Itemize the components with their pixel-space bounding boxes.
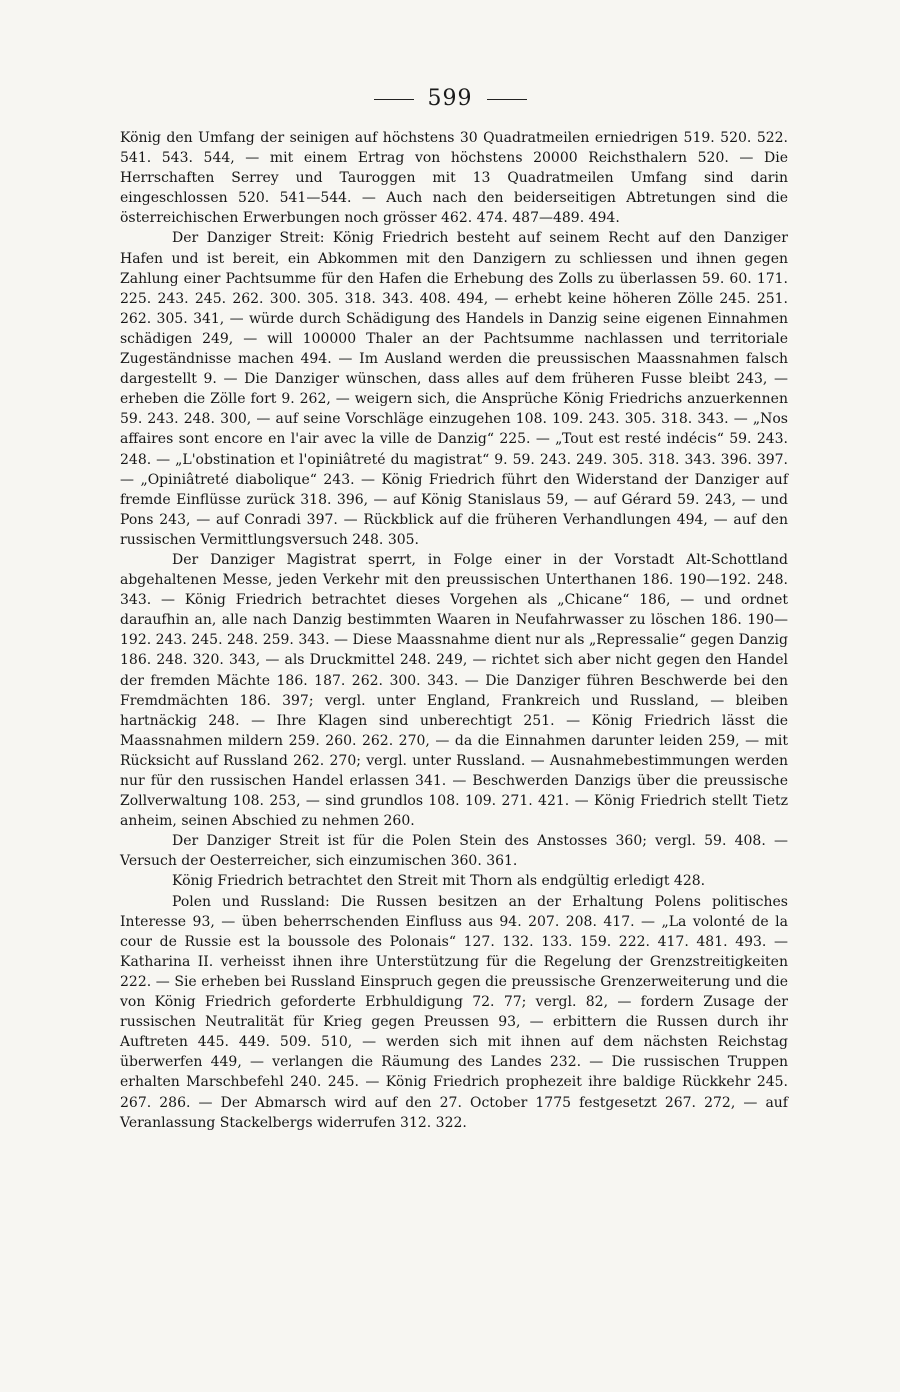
text-body [120,128,788,1133]
header-rule-left [374,99,414,100]
page-header [0,86,900,111]
paragraph: König Friedrich betrachtet den Streit mit Thorn als endgültig erledigt 428. [172,873,706,890]
page-number: 599 [427,86,473,111]
paragraph: Der Danziger Streit ist für die Polen Stein des Anstosses 360; vergl. 59. 408. — Versuch der Oesterreicher, sich einzumischen 360. 361. [120,833,788,870]
paragraph: König den Umfang der seinigen auf höchstens 30 Quadratmeilen erniedrigen 519. 520. 522. 541. 543. 544, — mit einem Ertrag von höchstens 20000 Reichsthalern 520. — Die Herrschaften Serrey und Tauroggen mit 13 Quadratmeilen Umfang sind darin eingeschlossen 520. 541—544. — Auch nach den beiderseitigen Abtretungen sind die österreichischen Erwerbungen noch grösser 462. 474. 487—489. 494. [120,130,788,227]
paragraph: Der Danziger Streit: König Friedrich besteht auf seinem Recht auf den Danziger Hafen und ist bereit, ein Abkommen mit den Danzigern zu schliessen und ihnen gegen Zahlung einer Pachtsumme für den Hafen die Erhebung des Zolls zu überlassen 59. 60. 171. 225. 243. 245. 262. 300. 305. 318. 343. 408. 494, — erhebt keine höheren Zölle 245. 251. 262. 305. 341, — würde durch Schädigung des Handels in Danzig seine eigenen Einnahmen schädigen 249, — will 100000 Thaler an der Pachtsumme nachlassen und territoriale Zugeständnisse machen 494. — Im Ausland werden die preussischen Maassnahmen falsch dargestellt 9. — Die Danziger wünschen, dass alles auf dem früheren Fusse bleibt 243, — erheben die Zölle fort 9. 262, — weigern sich, die Ansprüche König Friedrichs anzuerkennen 59. 243. 248. 300, — auf seine Vorschläge einzugehen 108. 109. 243. 305. 318. 343. — „Nos affaires sont encore en l'air avec la ville de Danzig“ 225. — „Tout est resté indécis“ 59. 243. 248. — „L'obstination et l'opiniâtreté du magistrat“ 9. 59. 243. 249. 305. 318. 343. 396. 397. — „Opiniâtreté diabolique“ 243. — König Friedrich führt den Widerstand der Danziger auf fremde Einflüsse zurück 318. 396, — auf König Stanislaus 59, — auf Gérard 59. 243, — und Pons 243, — auf Conradi 397. — Rückblick auf die früheren Verhandlungen 494, — auf den russischen Vermittlungsversuch 248. 305. [120,230,788,548]
paragraph: Der Danziger Magistrat sperrt, in Folge einer in der Vorstadt Alt-Schottland abgehaltenen Messe, jeden Verkehr mit den preussischen Unterthanen 186. 190—192. 248. 343. — König Friedrich betrachtet dieses Vorgehen als „Chicane“ 186, — und ordnet daraufhin an, alle nach Danzig bestimmten Waaren in Neufahrwasser zu löschen 186. 190—192. 243. 245. 248. 259. 343. — Diese Maassnahme dient nur als „Repressalie“ gegen Danzig 186. 248. 320. 343, — als Druckmittel 248. 249, — richtet sich aber nicht gegen den Handel der fremden Mächte 186. 187. 262. 300. 343. — Die Danziger führen Beschwerde bei den Fremdmächten 186. 397; vergl. unter England, Frankreich und Russland, — bleiben hartnäckig 248. — Ihre Klagen sind unberechtigt 251. — König Friedrich lässt die Maassnahmen mildern 259. 260. 262. 270, — da die Einnahmen darunter leiden 259, — mit Rücksicht auf Russland 262. 270; vergl. unter Russland. — Ausnahmebestimmungen werden nur für den russischen Handel erlassen 341. — Beschwerden Danzigs über die preussische Zollverwaltung 108. 253, — sind grundlos 108. 109. 271. 421. — König Friedrich stellt Tietz anheim, seinen Abschied zu nehmen 260. [120,551,788,830]
paragraph: Polen und Russland: Die Russen besitzen an der Erhaltung Polens politisches Interesse 93, — üben beherrschenden Einfluss aus 94. 207. 208. 417. — „La volonté de la cour de Russie est la boussole des Polonais“ 127. 132. 133. 159. 222. 417. 481. 493. — Katharina II. verheisst ihnen ihre Unterstützung für die Regelung der Grenzstreitigkeiten 222. — Sie erheben bei Russland Einspruch gegen die preussische Grenzerweiterung und die von König Friedrich geforderte Erbhuldigung 72. 77; vergl. 82, — fordern Zusage der russischen Neutralität für Krieg gegen Preussen 93, — erbittern die Russen durch ihr Auftreten 445. 449. 509. 510, — werden sich mit ihnen auf dem nächsten Reichstag überwerfen 449, — verlangen die Räumung des Landes 232. — Die russischen Truppen erhalten Marschbefehl 240. 245. — König Friedrich prophezeit ihre baldige Rückkehr 245. 267. 286. — Der Abmarsch wird auf den 27. October 1775 festgesetzt 267. 272, — auf Veranlassung Stackelbergs widerrufen 312. 322. [120,893,788,1131]
header-rule-right [487,99,527,100]
